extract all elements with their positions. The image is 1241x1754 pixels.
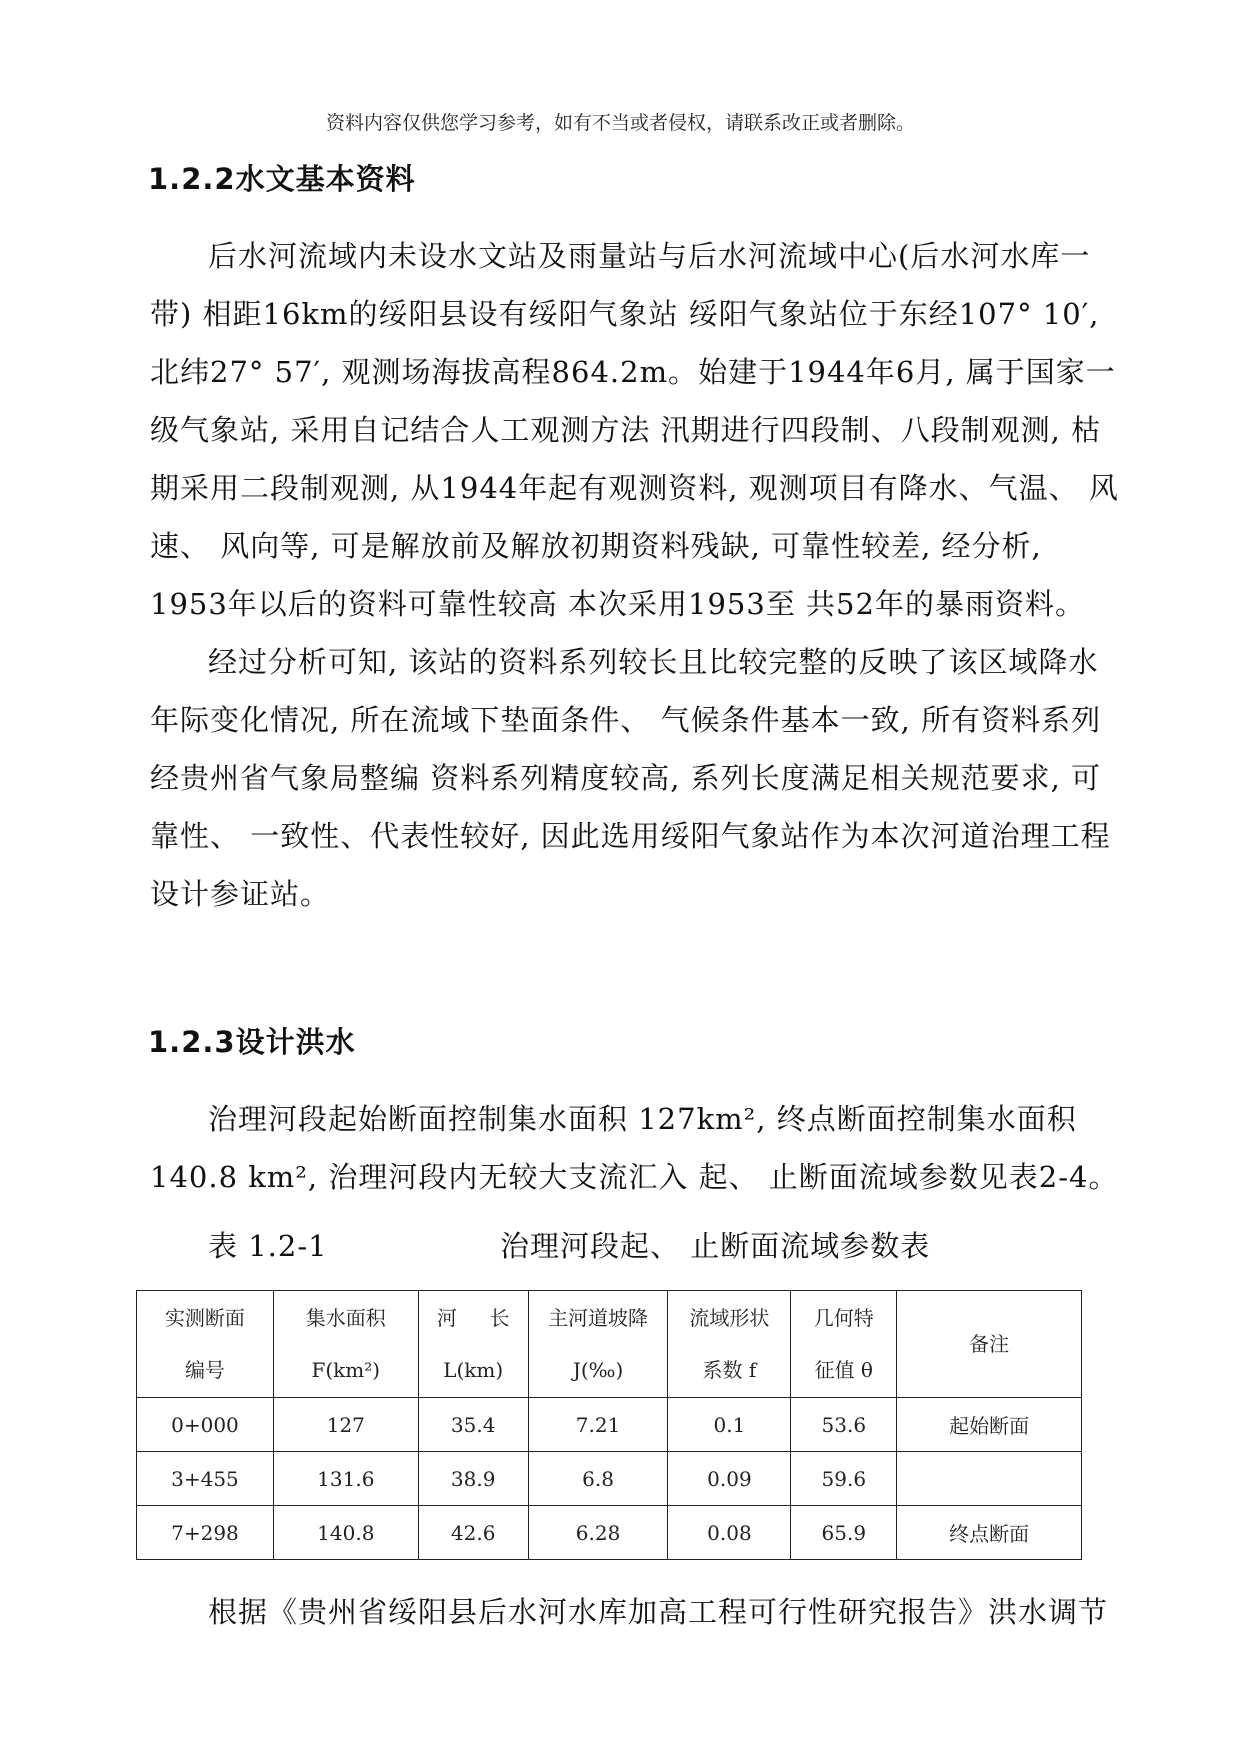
table-label: 表 1.2-1: [208, 1229, 328, 1263]
text-line: 1953年以后的资料可靠性较高 本次采用1953至 共52年的暴雨资料。: [150, 587, 1085, 621]
text-line: 设计参证站。: [150, 877, 331, 911]
table-cell: 7+298: [137, 1506, 274, 1560]
table-cell: 42.6: [418, 1506, 528, 1560]
table-cell: 38.9: [418, 1452, 528, 1506]
table-cell: 0.1: [668, 1398, 791, 1452]
table-cell: 53.6: [791, 1398, 897, 1452]
header-cell: 实测断面 编号: [137, 1291, 274, 1398]
text-line: 北纬27° 57′, 观测场海拔高程864.2m。始建于1944年6月, 属于国家一: [150, 355, 1116, 389]
table-cell: 终点断面: [897, 1506, 1082, 1560]
header-cell: 集水面积 F(km²): [273, 1291, 418, 1398]
table-cell: 起始断面: [897, 1398, 1082, 1452]
table-cell: 3+455: [137, 1452, 274, 1506]
text-line: 后水河流域内未设水文站及雨量站与后水河流域中心(后水河水库一: [208, 239, 1091, 273]
table-cell: 131.6: [273, 1452, 418, 1506]
header-cell: 主河道坡降 J(‰): [528, 1291, 668, 1398]
text-line: 140.8 km², 治理河段内无较大支流汇入 起、 止断面流域参数见表2-4。: [150, 1160, 1119, 1194]
text-line: 靠性、 一致性、代表性较好, 因此选用绥阳气象站作为本次河道治理工程: [150, 819, 1111, 853]
copyright-notice: 资料内容仅供您学习参考，如有不当或者侵权，请联系改正或者删除。: [325, 112, 915, 134]
header-cell: 流域形状 系数 f: [668, 1291, 791, 1398]
table-cell: 7.21: [528, 1398, 668, 1452]
table-row: [137, 1506, 1082, 1560]
text-line-closing: 根据《贵州省绥阳县后水河水库加高工程可行性研究报告》洪水调节: [208, 1595, 1109, 1629]
table-cell: 65.9: [791, 1506, 897, 1560]
table-row: [137, 1398, 1082, 1452]
text-line: 经贵州省气象局整编 资料系列精度较高, 系列长度满足相关规范要求, 可: [150, 761, 1102, 795]
table-header-row: [137, 1291, 1082, 1398]
text-line: 年际变化情况, 所在流域下垫面条件、 气候条件基本一致, 所有资料系列: [150, 703, 1102, 737]
table-cell: 0.09: [668, 1452, 791, 1506]
table-cell: 6.28: [528, 1506, 668, 1560]
text-line: 经过分析可知, 该站的资料系列较长且比较完整的反映了该区域降水: [208, 645, 1099, 679]
text-line: 速、 风向等, 可是解放前及解放初期资料残缺, 可靠性较差, 经分析,: [150, 529, 1042, 563]
table-row: [137, 1452, 1082, 1506]
table-title: 治理河段起、 止断面流域参数表: [500, 1229, 931, 1263]
table-cell: 140.8: [273, 1506, 418, 1560]
text-line: 治理河段起始断面控制集水面积 127km², 终点断面控制集水面积: [208, 1102, 1077, 1136]
table-cell: 0.08: [668, 1506, 791, 1560]
table-cell: 59.6: [791, 1452, 897, 1506]
table-cell: 0+000: [137, 1398, 274, 1452]
header-cell: 几何特 征值 θ: [791, 1291, 897, 1398]
text-line: 级气象站, 采用自记结合人工观测方法 汛期进行四段制、八段制观测, 枯: [150, 413, 1102, 447]
text-line: 带) 相距16km的绥阳县设有绥阳气象站 绥阳气象站位于东经107° 10′,: [150, 297, 1100, 331]
header-cell: 备注: [897, 1291, 1082, 1398]
header-cell: 河 长 L(km): [418, 1291, 528, 1398]
table-cell: 35.4: [418, 1398, 528, 1452]
table-cell: 127: [273, 1398, 418, 1452]
section-heading-design-flood: 1.2.3设计洪水: [148, 1025, 356, 1059]
table-cell: [897, 1452, 1082, 1506]
section-heading-hydrology: 1.2.2水文基本资料: [148, 162, 416, 196]
text-line: 期采用二段制观测, 从1944年起有观测资料, 观测项目有降水、气温、 风: [150, 471, 1119, 505]
table-cell: 6.8: [528, 1452, 668, 1506]
basin-parameter-table: [136, 1290, 1082, 1560]
